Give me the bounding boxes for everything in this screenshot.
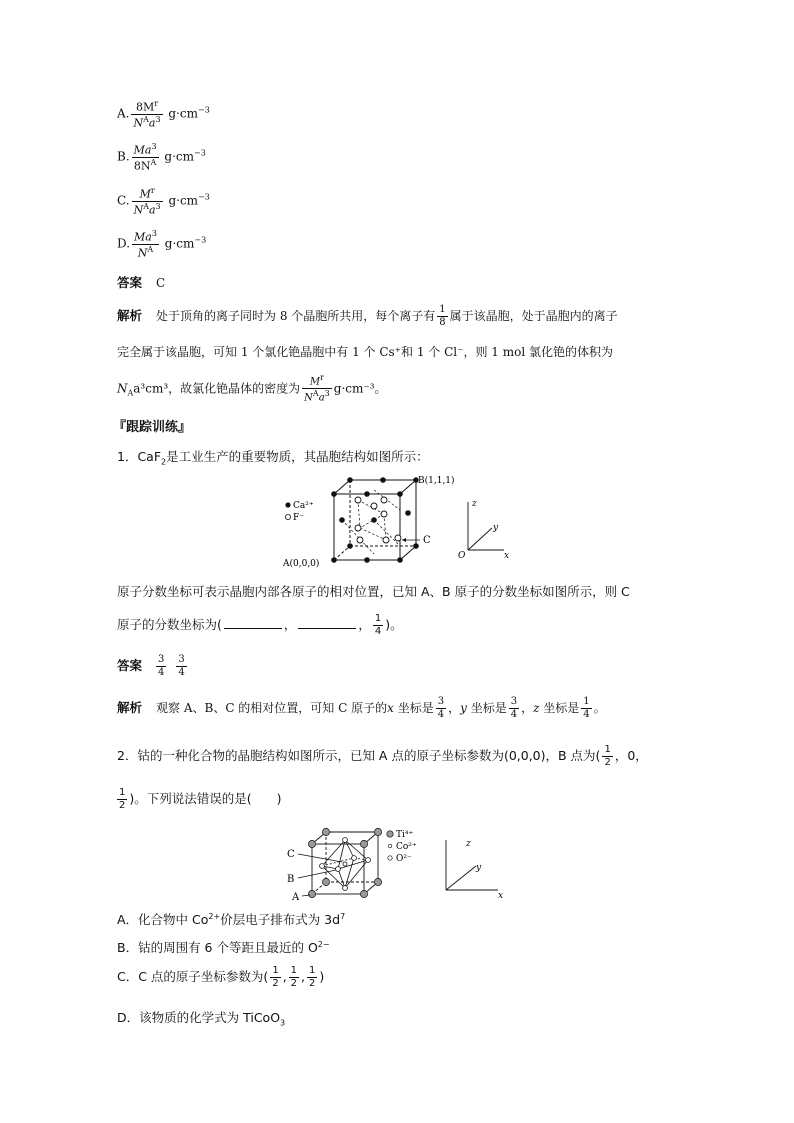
q2-option-b[interactable]: B．钴的周围有 6 个等距且最近的 $O^{2-}$ — [117, 939, 330, 955]
c-pointer-2 — [298, 854, 342, 862]
label-a-2: A — [292, 892, 300, 903]
question-1-stem: 1．CaF$_2$是工业生产的重要物质，其晶胞结构如图所示： — [117, 449, 429, 467]
co-ion — [343, 862, 347, 866]
analysis-1-line1: 解析 处于顶角的离子同时为 8 个晶胞所共用，每个离子有 $\frac{1}{8}$ 属于该晶胞，处于晶胞内的离子 — [117, 304, 618, 328]
question-2-stem-line2: $\frac{1}{2}$ )。下列说法错误的是( ) — [119, 787, 282, 811]
q2-option-c[interactable]: C．C 点的原子坐标参数为( $\frac{1}{2}$ , $\frac{1}{2}$ , $\frac{1}{2}$ ) — [117, 965, 325, 989]
option-b: B. $\frac{Ma^3}{8N^A}$ $g\cdot cm^{-3}$ — [117, 142, 206, 173]
axes-2 — [446, 840, 498, 890]
axis-x-2: x — [498, 891, 504, 901]
blank-1[interactable] — [224, 616, 282, 629]
perovskite-cell-figure — [282, 822, 514, 904]
label-b: B(1,1,1) — [418, 476, 455, 486]
q2-option-a[interactable]: A．化合物中 $Co^{2+}$价层电子排布式为 $3d^7$ — [117, 911, 346, 927]
c-arrowhead — [402, 538, 406, 542]
legend-f-dot — [285, 514, 290, 519]
question-2-stem-line1: 2．钴的一种化合物的晶胞结构如图所示，已知 A 点的原子坐标参数为(0,0,0)，B 点为( $\frac{1}{2}$ ，0， — [117, 744, 648, 768]
label-c-2: C — [287, 849, 295, 860]
axis-y-2: y — [476, 863, 482, 873]
legend-ca-dot — [285, 502, 290, 507]
answer-1: 答案 C — [117, 275, 166, 290]
axis-y: y — [493, 523, 499, 533]
analysis-1-line3: $N_Aa^3cm^3$，故氯化铯晶体的密度为 $\frac{M^r}{N^Aa^3}$ g·cm⁻³。 — [117, 373, 387, 404]
legend-ca-label: Ca²⁺ — [293, 501, 314, 511]
caf2-cell-figure — [282, 470, 522, 572]
axes — [468, 502, 504, 550]
legend-ti-dot — [387, 831, 393, 837]
q2-option-d[interactable]: D．该物质的化学式为 TiCoO$_3$ — [117, 1010, 286, 1028]
legend-co-label: Co²⁺ — [396, 842, 417, 852]
option-c: C. $\frac{M^r}{N^Aa^3}$ $g\cdot cm^{-3}$ — [117, 186, 210, 217]
axis-z: z — [472, 499, 477, 509]
label-c: C — [423, 535, 431, 546]
legend-o-dot — [388, 856, 392, 860]
option-d: D. $\frac{Ma^3}{N^A}$ $g\cdot cm^{-3}$ — [117, 229, 207, 260]
axis-x: x — [504, 551, 510, 561]
label-b-2: B — [287, 874, 295, 885]
axis-o: O — [458, 551, 466, 561]
blank-2[interactable] — [298, 616, 356, 629]
legend-ti-label: Ti⁴⁺ — [396, 830, 414, 840]
analysis-2: 解析 观察 A、B、C 的相对位置，可知 C 原子的x 坐标是 $\frac{3}{4}$ ，y 坐标是 $\frac{3}{4}$ ，z 坐标是 $\frac{1}{4}$ 。 — [117, 696, 606, 720]
answer-2: 答案 $\frac{3}{4}$ $\frac{3}{4}$ — [117, 654, 185, 678]
question-1-body1: 原子分数坐标可表示晶胞内部各原子的相对位置，已知 A、B 原子的分数坐标如图所示，则 C — [117, 584, 630, 599]
analysis-1-line2: 完全属于该晶胞，可知 1 个氯化铯晶胞中有 1 个 Cs⁺和 1 个 Cl⁻，则 1 mol 氯化铯的体积为 — [117, 345, 613, 359]
legend-o-label: O²⁻ — [396, 854, 412, 864]
section-title: 『跟踪训练』 — [113, 420, 192, 435]
legend-f-label: F⁻ — [293, 513, 304, 523]
ca-ions — [331, 477, 419, 563]
question-1-body2: 原子的分数坐标为( ， ， $\frac{1}{4}$ )。 — [117, 613, 403, 637]
legend-co-dot — [388, 844, 392, 848]
label-a: A(0,0,0) — [283, 559, 320, 569]
axis-z-2: z — [466, 839, 471, 849]
option-a: A. $\frac{8M^r}{N^Aa^3}$ $g\cdot cm^{-3}$ — [117, 99, 210, 130]
